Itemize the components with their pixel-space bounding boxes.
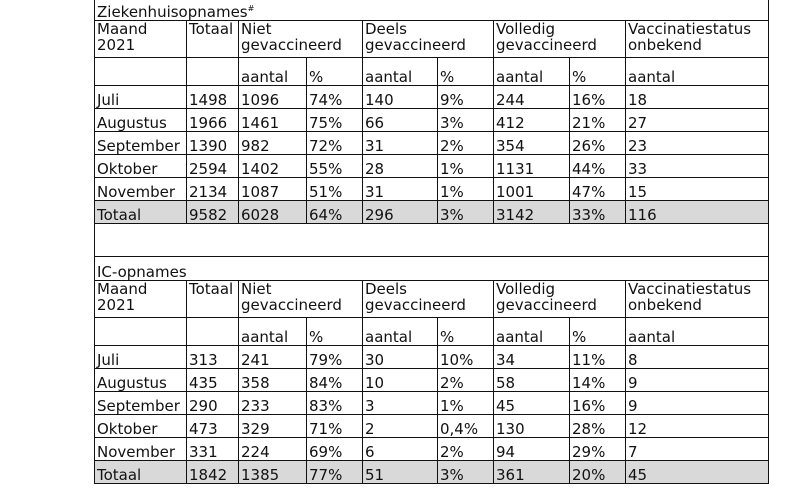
cell-partial-pct: 2% — [438, 132, 494, 155]
cell-month: Juli — [95, 346, 187, 369]
cell-month: September — [95, 132, 187, 155]
cell-partial-pct: 9% — [438, 86, 494, 109]
cell-unvaccinated-pct: 74% — [307, 86, 363, 109]
cell-total: 435 — [187, 369, 239, 392]
cell-full-pct: 20% — [570, 461, 626, 484]
subheader-pct: % — [307, 318, 363, 346]
header-month: Maand 2021 — [95, 281, 187, 318]
cell-total: 9582 — [187, 201, 239, 224]
cell-partial-count: 6 — [363, 438, 438, 461]
cell-partial-pct: 3% — [438, 109, 494, 132]
table-row — [95, 415, 769, 438]
cell-unknown-count: 15 — [626, 178, 769, 201]
subheader-empty — [187, 58, 239, 86]
admissions-table — [94, 0, 769, 484]
cell-unvaccinated-pct: 55% — [307, 155, 363, 178]
cell-partial-count: 31 — [363, 178, 438, 201]
subheader-count: aantal — [494, 318, 570, 346]
cell-partial-pct: 1% — [438, 392, 494, 415]
cell-partial-pct: 2% — [438, 369, 494, 392]
subheader-count: aantal — [239, 58, 307, 86]
cell-full-count: 1131 — [494, 155, 570, 178]
cell-month: Oktober — [95, 155, 187, 178]
cell-unvaccinated-pct: 83% — [307, 392, 363, 415]
header-partial: Deels gevaccineerd — [363, 21, 494, 58]
total-row — [95, 461, 769, 484]
cell-unknown-count: 23 — [626, 132, 769, 155]
subheader-count: aantal — [494, 58, 570, 86]
section-spacer — [95, 224, 769, 257]
cell-unvaccinated-count: 1096 — [239, 86, 307, 109]
cell-partial-count: 66 — [363, 109, 438, 132]
cell-total: 331 — [187, 438, 239, 461]
cell-total: 1498 — [187, 86, 239, 109]
cell-total: 1842 — [187, 461, 239, 484]
table-row — [95, 132, 769, 155]
cell-full-count: 94 — [494, 438, 570, 461]
cell-full-count: 34 — [494, 346, 570, 369]
header-partial: Deels gevaccineerd — [363, 281, 494, 318]
cell-partial-count: 2 — [363, 415, 438, 438]
cell-full-pct: 26% — [570, 132, 626, 155]
cell-partial-count: 31 — [363, 132, 438, 155]
cell-month: Oktober — [95, 415, 187, 438]
cell-unvaccinated-count: 358 — [239, 369, 307, 392]
cell-unknown-count: 116 — [626, 201, 769, 224]
cell-partial-pct: 10% — [438, 346, 494, 369]
cell-month: Juli — [95, 86, 187, 109]
cell-unvaccinated-pct: 64% — [307, 201, 363, 224]
cell-partial-count: 28 — [363, 155, 438, 178]
table-row — [95, 109, 769, 132]
cell-total: 313 — [187, 346, 239, 369]
subheader-count: aantal — [239, 318, 307, 346]
cell-full-count: 1001 — [494, 178, 570, 201]
cell-unknown-count: 9 — [626, 392, 769, 415]
cell-unvaccinated-pct: 75% — [307, 109, 363, 132]
cell-month: Augustus — [95, 109, 187, 132]
cell-unvaccinated-pct: 51% — [307, 178, 363, 201]
table-row — [95, 392, 769, 415]
cell-partial-count: 140 — [363, 86, 438, 109]
cell-unvaccinated-pct: 84% — [307, 369, 363, 392]
total-row — [95, 201, 769, 224]
cell-total: 290 — [187, 392, 239, 415]
cell-unvaccinated-pct: 71% — [307, 415, 363, 438]
cell-unvaccinated-pct: 69% — [307, 438, 363, 461]
subheader-empty — [187, 318, 239, 346]
header-unvaccinated: Niet gevaccineerd — [239, 21, 363, 58]
cell-partial-count: 296 — [363, 201, 438, 224]
cell-full-count: 3142 — [494, 201, 570, 224]
table-row — [95, 86, 769, 109]
cell-unvaccinated-pct: 77% — [307, 461, 363, 484]
cell-full-pct: 16% — [570, 86, 626, 109]
subheader-count: aantal — [626, 58, 769, 86]
hospital-section-title: Ziekenhuisopnames# — [95, 0, 769, 21]
cell-unvaccinated-count: 1402 — [239, 155, 307, 178]
cell-month: Totaal — [95, 461, 187, 484]
table-row — [95, 155, 769, 178]
table-row — [95, 178, 769, 201]
cell-month: November — [95, 438, 187, 461]
cell-unvaccinated-count: 233 — [239, 392, 307, 415]
cell-month: September — [95, 392, 187, 415]
subheader-pct: % — [307, 58, 363, 86]
table-row — [95, 369, 769, 392]
cell-total: 1390 — [187, 132, 239, 155]
table-row — [95, 438, 769, 461]
subheader-count: aantal — [626, 318, 769, 346]
ic-rows — [95, 346, 769, 484]
cell-full-count: 354 — [494, 132, 570, 155]
cell-full-pct: 11% — [570, 346, 626, 369]
cell-partial-pct: 0,4% — [438, 415, 494, 438]
subheader-empty — [95, 58, 187, 86]
table-row — [95, 346, 769, 369]
cell-full-pct: 47% — [570, 178, 626, 201]
cell-full-count: 45 — [494, 392, 570, 415]
cell-full-count: 244 — [494, 86, 570, 109]
header-unvaccinated: Niet gevaccineerd — [239, 281, 363, 318]
header-full: Volledig gevaccineerd — [494, 21, 626, 58]
cell-full-count: 130 — [494, 415, 570, 438]
header-month: Maand 2021 — [95, 21, 187, 58]
hospital-rows — [95, 86, 769, 224]
header-total: Totaal — [187, 281, 239, 318]
subheader-count: aantal — [363, 58, 438, 86]
cell-month: Totaal — [95, 201, 187, 224]
subheader-count: aantal — [363, 318, 438, 346]
cell-unvaccinated-count: 241 — [239, 346, 307, 369]
cell-unknown-count: 27 — [626, 109, 769, 132]
cell-partial-count: 10 — [363, 369, 438, 392]
cell-unknown-count: 33 — [626, 155, 769, 178]
cell-full-count: 58 — [494, 369, 570, 392]
cell-unvaccinated-count: 1461 — [239, 109, 307, 132]
cell-partial-pct: 1% — [438, 155, 494, 178]
header-unknown: Vaccinatiestatus onbekend — [626, 281, 769, 318]
cell-full-count: 361 — [494, 461, 570, 484]
subheader-pct: % — [570, 318, 626, 346]
cell-full-pct: 29% — [570, 438, 626, 461]
cell-total: 1966 — [187, 109, 239, 132]
cell-unknown-count: 7 — [626, 438, 769, 461]
cell-unvaccinated-count: 6028 — [239, 201, 307, 224]
cell-partial-pct: 1% — [438, 178, 494, 201]
cell-unvaccinated-count: 329 — [239, 415, 307, 438]
header-full: Volledig gevaccineerd — [494, 281, 626, 318]
subheader-pct: % — [438, 318, 494, 346]
cell-full-pct: 28% — [570, 415, 626, 438]
cell-full-pct: 16% — [570, 392, 626, 415]
cell-unknown-count: 8 — [626, 346, 769, 369]
cell-unknown-count: 45 — [626, 461, 769, 484]
cell-full-pct: 33% — [570, 201, 626, 224]
ic-section-title: IC-opnames — [95, 257, 769, 281]
header-unknown: Vaccinatiestatus onbekend — [626, 21, 769, 58]
cell-full-count: 412 — [494, 109, 570, 132]
cell-partial-count: 3 — [363, 392, 438, 415]
cell-full-pct: 14% — [570, 369, 626, 392]
cell-full-pct: 44% — [570, 155, 626, 178]
cell-partial-count: 30 — [363, 346, 438, 369]
cell-unvaccinated-count: 224 — [239, 438, 307, 461]
cell-unvaccinated-count: 1087 — [239, 178, 307, 201]
cell-partial-count: 51 — [363, 461, 438, 484]
cell-full-pct: 21% — [570, 109, 626, 132]
cell-total: 473 — [187, 415, 239, 438]
header-total: Totaal — [187, 21, 239, 58]
cell-unvaccinated-count: 1385 — [239, 461, 307, 484]
cell-unknown-count: 12 — [626, 415, 769, 438]
cell-unvaccinated-pct: 79% — [307, 346, 363, 369]
cell-unvaccinated-count: 982 — [239, 132, 307, 155]
cell-partial-pct: 3% — [438, 461, 494, 484]
cell-total: 2594 — [187, 155, 239, 178]
subheader-empty — [95, 318, 187, 346]
cell-partial-pct: 3% — [438, 201, 494, 224]
cell-total: 2134 — [187, 178, 239, 201]
footnote-mark: # — [247, 4, 255, 13]
cell-unknown-count: 9 — [626, 369, 769, 392]
cell-unknown-count: 18 — [626, 86, 769, 109]
cell-month: Augustus — [95, 369, 187, 392]
cell-month: November — [95, 178, 187, 201]
subheader-pct: % — [438, 58, 494, 86]
subheader-pct: % — [570, 58, 626, 86]
cell-unvaccinated-pct: 72% — [307, 132, 363, 155]
cell-partial-pct: 2% — [438, 438, 494, 461]
